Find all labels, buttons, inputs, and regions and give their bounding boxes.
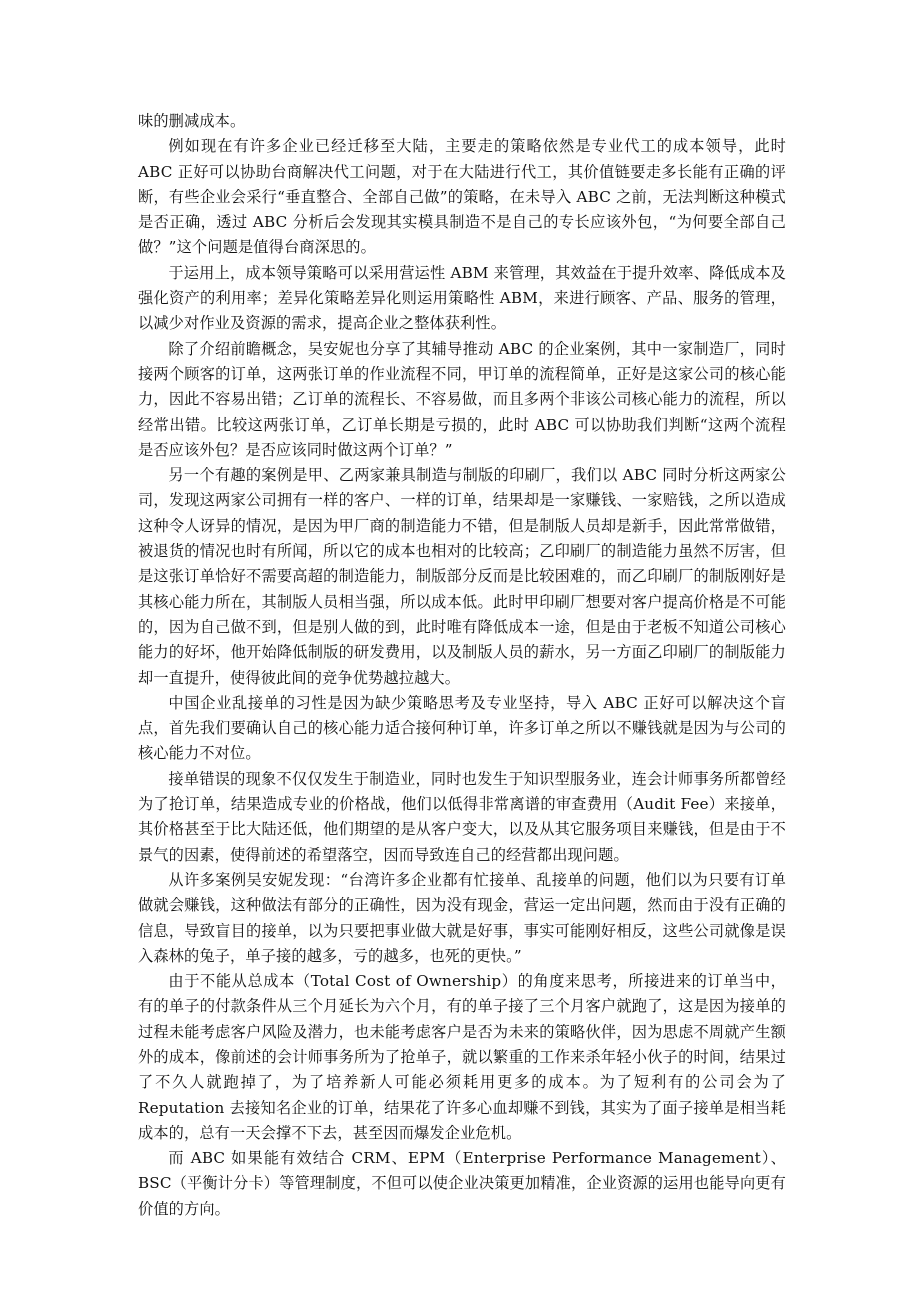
paragraph-8: 从许多案例吴安妮发现：“台湾许多企业都有忙接单、乱接单的问题，他们以为只要有订单做就会赚钱，这种做法有部分的正确性，因为没有现金，营运一定出问题，然而由于没有正确的信息，导致盲目的接单，以为只要把事业做大就是好事，事实可能刚好相反，这些公司就像是误入森林的兔子，单子接的越多，亏的越多，也死的更快。”	[138, 870, 786, 965]
paragraph-5: 另一个有趣的案例是甲、乙两家兼具制造与制版的印刷厂，我们以 ABC 同时分析这两家公司，发现这两家公司拥有一样的客户、一样的订单，结果却是一家赚钱、一家赔钱，之所以造成这种令人讶异的情况，是因为甲厂商的制造能力不错，但是制版人员却是新手，因此常常做错，被退货的情况也时有所闻，所以它的成本也相对的比较高；乙印刷厂的制造能力虽然不厉害，但是这张订单恰好不需要高超的制造能力，制版部分反而是比较困难的，而乙印刷厂的制版刚好是其核心能力所在，其制版人员相当强，所以成本低。此时甲印刷厂想要对客户提高价格是不可能的，因为自己做不到，但是别人做的到，此时唯有降低成本一途，但是由于老板不知道公司核心能力的好坏，他开始降低制版的研发费用，以及制版人员的薪水，另一方面乙印刷厂的制版能力却一直提升，使得彼此间的竞争优势越拉越大。	[138, 466, 786, 687]
paragraph-10: 而 ABC 如果能有效结合 CRM、EPM（Enterprise Performance Management）、BSC（平衡计分卡）等管理制度，不但可以使企业决策更加精准，企业资源的运用也能导向更有价值的方向。	[138, 1149, 786, 1218]
paragraph-7: 接单错误的现象不仅仅发生于制造业，同时也发生于知识型服务业，连会计师事务所都曾经为了抢订单，结果造成专业的价格战，他们以低得非常离谱的审查费用（Audit Fee）来接单，其价格甚至于比大陆还低，他们期望的是从客户变大，以及从其它服务项目来赚钱，但是由于不景气的因素，使得前述的希望落空，因而导致连自己的经营都出现问题。	[138, 769, 786, 864]
paragraph-2: 例如现在有许多企业已经迁移至大陆，主要走的策略依然是专业代工的成本领导，此时 ABC 正好可以协助台商解决代工问题，对于在大陆进行代工，其价值链要走多长能有正确的评断，有些企业会采行“垂直整合、全部自己做”的策略，在未导入 ABC 之前，无法判断这种模式是否正确，透过 ABC 分析后会发现其实模具制造不是自己的专长应该外包，“为何要全部自己做？”这个问题是值得台商深思的。	[138, 137, 786, 257]
document-body	[138, 109, 786, 1222]
paragraph-6: 中国企业乱接单的习性是因为缺少策略思考及专业坚持，导入 ABC 正好可以解决这个盲点，首先我们要确认自己的核心能力适合接何种订单，许多订单之所以不赚钱就是因为与公司的核心能力不对位。	[138, 693, 786, 763]
paragraph-3: 于运用上，成本领导策略可以采用营运性 ABM 来管理，其效益在于提升效率、降低成本及强化资产的利用率；差异化策略差异化则运用策略性 ABM，来进行顾客、产品、服务的管理，以减少对作业及资源的需求，提高企业之整体获利性。	[138, 263, 786, 333]
paragraph-4: 除了介绍前瞻概念，吴安妮也分享了其辅导推动 ABC 的企业案例，其中一家制造厂，同时接两个顾客的订单，这两张订单的作业流程不同，甲订单的流程简单，正好是这家公司的核心能力，因此不容易出错；乙订单的流程长、不容易做，而且多两个非该公司核心能力的流程，所以经常出错。比较这两张订单，乙订单长期是亏损的，此时 ABC 可以协助我们判断“这两个流程是否应该外包？是否应该同时做这两个订单？”	[138, 339, 786, 459]
paragraph-1: 味的删减成本。	[138, 112, 246, 130]
paragraph-9: 由于不能从总成本（Total Cost of Ownership）的角度来思考，所接进来的订单当中，有的单子的付款条件从三个月延长为六个月，有的单子接了三个月客户就跑了，这是因为接单的过程未能考虑客户风险及潜力，也未能考虑客户是否为未来的策略伙伴，因为思虑不周就产生额外的成本，像前述的会计师事务所为了抢单子，就以繁重的工作来杀年轻小伙子的时间，结果过了不久人就跑掉了，为了培养新人可能必须耗用更多的成本。为了短利有的公司会为了 Reputation 去接知名企业的订单，结果花了许多心血却赚不到钱，其实为了面子接单是相当耗成本的，总有一天会撑不下去，甚至因而爆发企业危机。	[138, 972, 786, 1142]
